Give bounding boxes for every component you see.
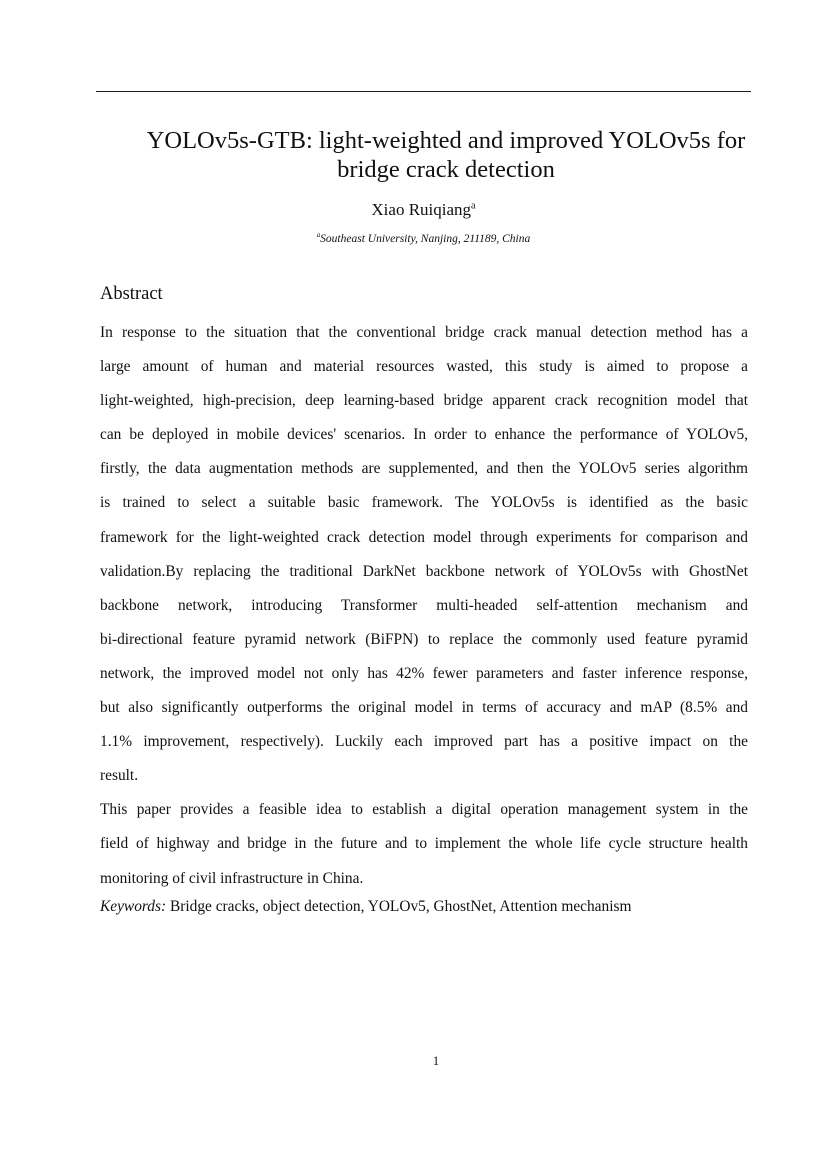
abstract-line: network, the improved model not only has 42% fewer parameters and faster inference response, [100, 664, 748, 682]
author-line [96, 199, 751, 221]
title-line: YOLOv5s-GTB: light-weighted and improved YOLOv5s for [146, 127, 746, 154]
abstract-line: 1.1% improvement, respectively). Luckily each improved part has a positive impact on the [100, 733, 748, 751]
title-line: bridge crack detection [337, 156, 555, 183]
page-number: 1 [432, 1054, 440, 1068]
abstract-line: This paper provides a feasible idea to establish a digital operation management system in the [100, 801, 748, 819]
affiliation-text: Southeast University, Nanjing, 211189, China [320, 233, 531, 245]
abstract-line: firstly, the data augmentation methods are supplemented, and then the YOLOv5 series algorithm [100, 460, 748, 478]
header-rule [96, 91, 751, 92]
paper-title [96, 126, 796, 184]
abstract-line: result. [100, 767, 139, 785]
keywords-line [100, 895, 748, 919]
affiliation-line [96, 231, 751, 247]
abstract-paragraph-1 [100, 316, 748, 793]
abstract-paragraph-2 [100, 793, 748, 895]
abstract-line: bi-directional feature pyramid network (BiFPN) to replace the commonly used feature pyramid [100, 630, 748, 648]
abstract-line: light-weighted, high-precision, deep learning-based bridge apparent crack recognition model that [100, 392, 748, 410]
keywords-text: Bridge cracks, object detection, YOLOv5, GhostNet, Attention mechanism [169, 898, 632, 915]
abstract-line: large amount of human and material resources wasted, this study is aimed to propose a [100, 358, 748, 376]
abstract-line: field of highway and bridge in the future and to implement the whole life cycle structure health [100, 835, 748, 853]
abstract-line: can be deployed in mobile devices' scenarios. In order to enhance the performance of YOLOv5, [100, 426, 748, 444]
author-affiliation-marker: a [471, 200, 476, 212]
abstract-body [100, 316, 748, 896]
abstract-line: backbone network, introducing Transformer multi-headed self-attention mechanism and [100, 596, 748, 614]
affiliation-marker: a [316, 232, 321, 240]
abstract-heading: Abstract [100, 284, 163, 304]
abstract-line: but also significantly outperforms the original model in terms of accuracy and mAP (8.5% and [100, 699, 748, 717]
abstract-line: monitoring of civil infrastructure in China. [100, 869, 364, 887]
abstract-line: In response to the situation that the conventional bridge crack manual detection method has a [100, 324, 748, 341]
abstract-line: framework for the light-weighted crack detection model through experiments for comparison and [100, 528, 748, 546]
keywords-label: Keywords: [100, 898, 167, 915]
author-name: Xiao Ruiqiang [371, 200, 472, 219]
abstract-line: validation.By replacing the traditional DarkNet backbone network of YOLOv5s with GhostNet [100, 562, 748, 580]
abstract-line: is trained to select a suitable basic framework. The YOLOv5s is identified as the basic [100, 494, 748, 512]
